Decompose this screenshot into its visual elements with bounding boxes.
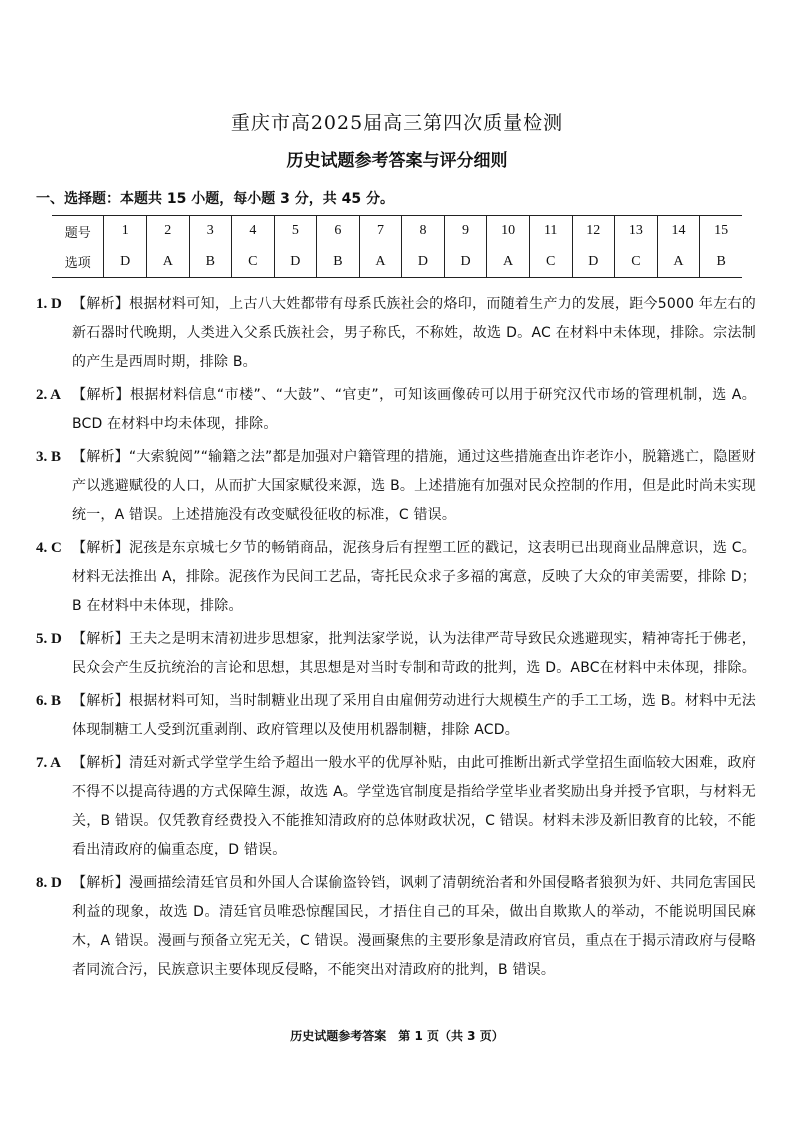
explanation-item [36,534,756,621]
answer-table [52,215,742,278]
item-text: 【解析】根据材料可知，当时制糖业出现了采用自由雇佣劳动进行大规模生产的手工工场，选 B。材料中无法体现制糖工人受到沉重剥削、政府管理以及使用机器制糖，排除 ACD。 [72,693,756,738]
explanation-list [36,290,756,989]
question-number: 10 [487,216,530,247]
page-title: 重庆市高2025届高三第四次质量检测 [230,112,564,134]
answer-option: A [657,247,700,278]
answer-option: D [444,247,487,278]
item-text: 【解析】王夫之是明末清初进步思想家，批判法家学说，认为法律严苛导致民众逃避现实，精神寄托于佛老，民众会产生反抗统治的言论和思想，其思想是对当时专制和苛政的批判，选 D。ABC在材料中未体现，排除。 [72,631,756,676]
item-number: 8. D [36,875,62,891]
question-number: 1 [104,216,147,247]
answer-option: B [317,247,360,278]
explanation-item [36,381,756,439]
question-number: 8 [402,216,445,247]
answer-option: D [104,247,147,278]
explanation-item [36,687,756,745]
item-number: 2. A [36,387,62,403]
question-number: 9 [444,216,487,247]
explanation-item [36,290,756,377]
question-number: 7 [359,216,402,247]
item-text: 【解析】清廷对新式学堂学生给予超出一般水平的优厚补贴，由此可推断出新式学堂招生面临较大困难，政府不得不以提高待遇的方式保障生源，故选 A。学堂选官制度是指给学堂毕业者奖励出身并授予官职，与材料无关，B 错误。仅凭教育经费投入不能推知清政府的总体财政状况，C 错误。材料未涉及新旧教育的比较，不能看出清政府的偏重态度，D 错误。 [72,755,756,858]
item-number: 3. B [36,449,62,465]
explanation-item [36,749,756,865]
answer-option-row [52,247,742,278]
question-number-row [52,216,742,247]
row-label: 选项 [52,247,104,278]
question-number: 11 [529,216,572,247]
question-number: 15 [700,216,742,247]
answer-option: D [402,247,445,278]
question-number: 4 [232,216,275,247]
answer-option: C [232,247,275,278]
answer-option: A [359,247,402,278]
row-label: 题号 [52,216,104,247]
page-footer: 历史试题参考答案 第 1 页（共 3 页） [290,1029,504,1043]
question-number: 5 [274,216,317,247]
answer-option: A [487,247,530,278]
item-text: 【解析】“大索貌阅”“输籍之法”都是加强对户籍管理的措施，通过这些措施查出诈老诈小，脱籍逃亡，隐匿财产以逃避赋役的人口，从而扩大国家赋役来源，选 B。上述措施有加强对民众控制的作用，但是此时尚未实现统一，A 错误。上述措施没有改变赋役征收的标准，C 错误。 [72,449,756,523]
answer-option: B [189,247,232,278]
item-text: 【解析】漫画描绘清廷官员和外国人合谋偷盗铃铛，讽刺了清朝统治者和外国侵略者狼狈为奸、共同危害国民利益的现象，故选 D。清廷官员唯恐惊醒国民，才捂住自己的耳朵，做出自欺欺人的举动，不能说明国民麻木，A 错误。漫画与预备立宪无关，C 错误。漫画聚焦的主要形象是清政府官员，重点在于揭示清政府与侵略者同流合污，民族意识主要体现反侵略，不能突出对清政府的批判，B 错误。 [72,875,756,978]
answer-option: D [572,247,615,278]
page-subtitle: 历史试题参考答案与评分细则 [286,151,508,171]
answer-option: A [146,247,189,278]
question-number: 6 [317,216,360,247]
section-heading: 一、选择题：本题共 15 小题，每小题 3 分，共 45 分。 [36,191,394,207]
explanation-item [36,869,756,985]
item-text: 【解析】泥孩是东京城七夕节的畅销商品，泥孩身后有捏塑工匠的戳记，这表明已出现商业品牌意识，选 C。材料无法推出 A，排除。泥孩作为民间工艺品，寄托民众求子多福的寓意，反映了大众的审美需要，排除 D；B 在材料中未体现，排除。 [72,540,756,614]
answer-option: C [615,247,658,278]
answer-option: B [700,247,742,278]
item-number: 6. B [36,693,62,709]
item-number: 7. A [36,755,62,771]
question-number: 3 [189,216,232,247]
item-text: 【解析】根据材料信息“市楼”、“大鼓”、“官吏”，可知该画像砖可以用于研究汉代市场的管理机制，选 A。BCD 在材料中均未体现，排除。 [72,387,756,432]
item-number: 5. D [36,631,62,647]
answer-option: D [274,247,317,278]
question-number: 13 [615,216,658,247]
explanation-item [36,443,756,530]
answer-option: C [529,247,572,278]
question-number: 12 [572,216,615,247]
item-text: 【解析】根据材料可知，上古八大姓都带有母系氏族社会的烙印，而随着生产力的发展，距今5000 年左右的新石器时代晚期，人类进入父系氏族社会，男子称氏，不称姓，故选 D。AC 在材料中未体现，排除。宗法制的产生是西周时期，排除 B。 [72,296,756,370]
item-number: 1. D [36,296,62,312]
question-number: 2 [146,216,189,247]
question-number: 14 [657,216,700,247]
explanation-item [36,625,756,683]
item-number: 4. C [36,540,62,556]
